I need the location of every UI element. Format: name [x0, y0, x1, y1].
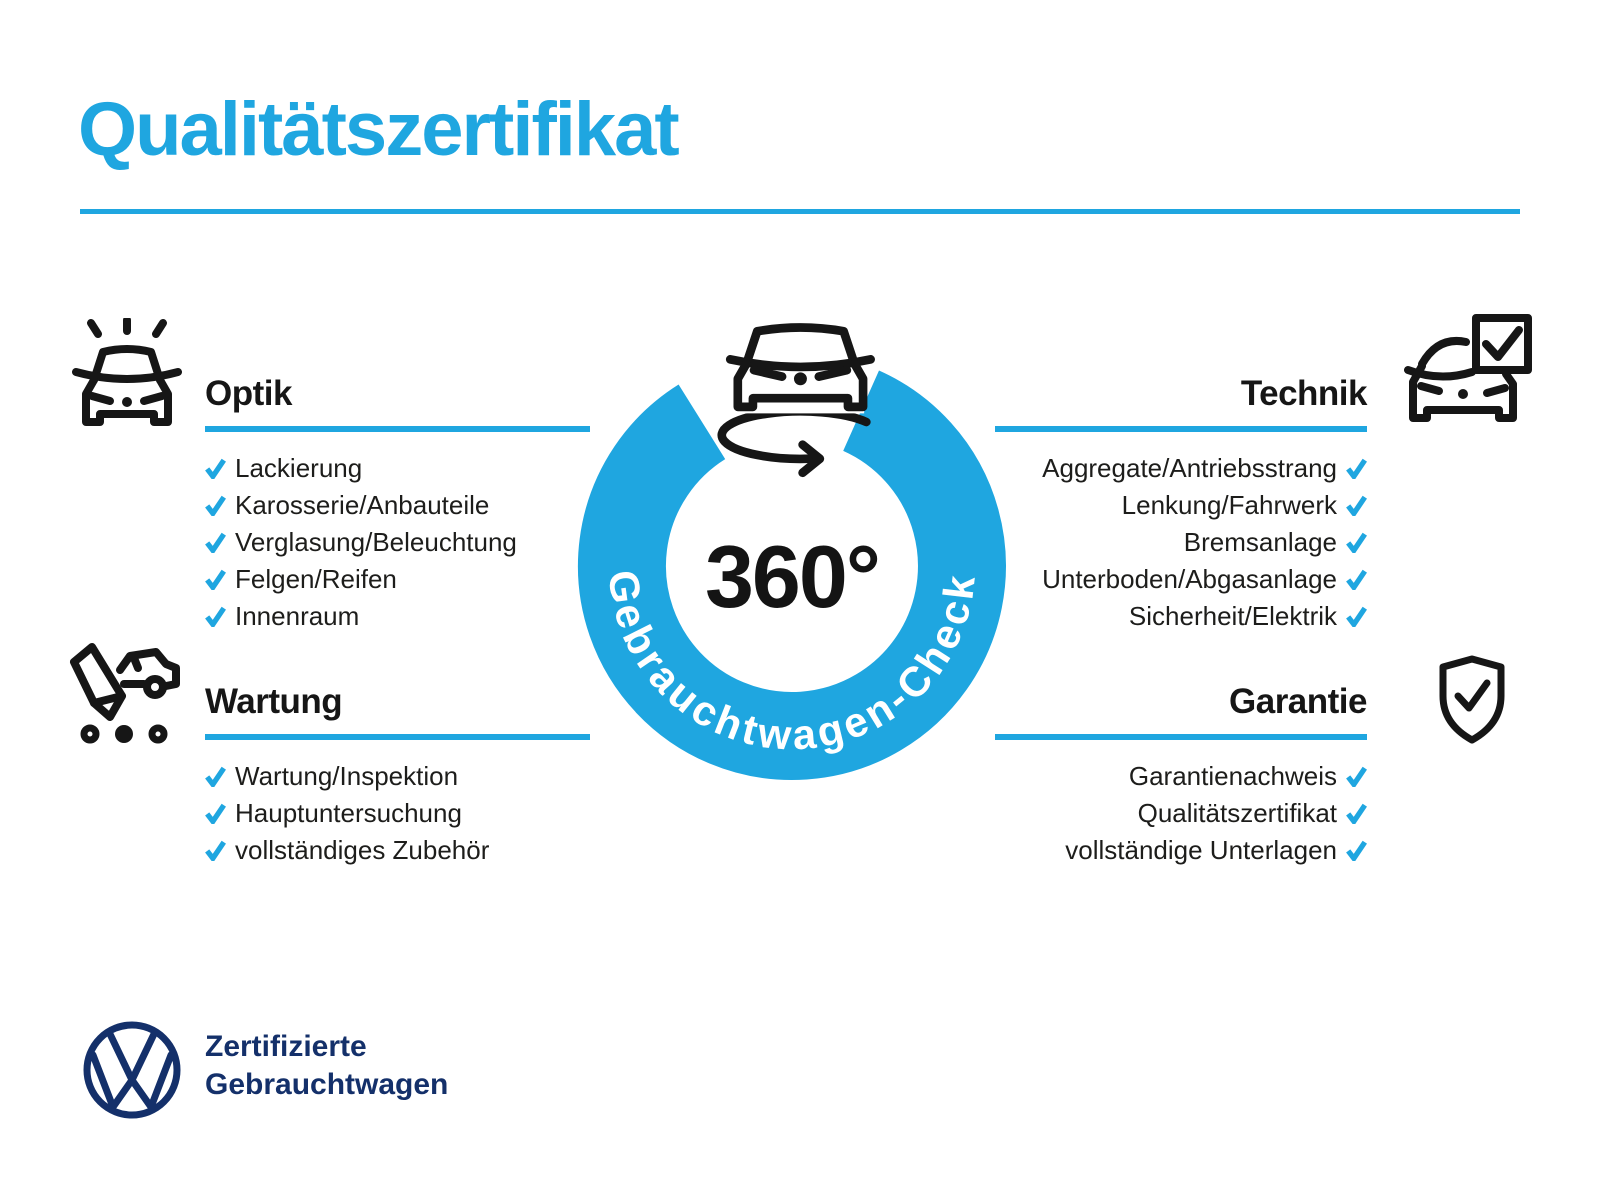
list-item: [900, 598, 1367, 635]
list-item-label: Hauptuntersuchung: [235, 798, 462, 828]
car-rotation-icon: [722, 328, 871, 473]
check-icon: [205, 766, 226, 787]
pencil: [74, 647, 122, 717]
list-item: [900, 758, 1367, 795]
small-car-window: [134, 658, 138, 668]
list-item-label: Lenkung/Fahrwerk: [1121, 490, 1337, 520]
garantie-checklist: [900, 758, 1367, 869]
title-divider: [80, 209, 1520, 214]
section-heading-technik: Technik: [1240, 374, 1367, 413]
pencil-car-icon: [58, 632, 192, 746]
optik-checklist: [205, 450, 517, 635]
car-emblem-dot: [794, 372, 807, 385]
car-emblem-dot: [122, 397, 132, 407]
list-item-label: Garantienachweis: [1128, 761, 1337, 791]
car-headlight-left: [1421, 386, 1439, 391]
list-item-label: Bremsanlage: [1183, 527, 1337, 557]
check-icon: [205, 532, 226, 553]
brand-line-2: Gebrauchtwagen: [205, 1068, 449, 1101]
car-roof: [1422, 341, 1466, 364]
shine-ray-left: [91, 323, 98, 334]
list-item-label: Aggregate/Antriebsstrang: [1042, 453, 1337, 483]
wartung-checklist: [205, 758, 489, 869]
check-icon: [205, 803, 226, 824]
list-item: [205, 524, 517, 561]
car-front-shine-icon: [62, 318, 192, 430]
list-item: [205, 487, 517, 524]
check-icon: [1346, 458, 1367, 479]
car-headlight-right: [1487, 388, 1505, 393]
list-item: [900, 450, 1367, 487]
check-icon: [205, 606, 226, 627]
list-item: [205, 450, 517, 487]
check-icon: [1346, 803, 1367, 824]
dot-outline-right: [152, 728, 164, 740]
list-item-label: Felgen/Reifen: [235, 564, 397, 594]
optik-underline: [205, 426, 590, 432]
shine-ray-right: [156, 323, 163, 334]
car-checkbox-icon: [1400, 314, 1534, 430]
rotation-ellipse: [722, 411, 867, 459]
badge-value: 360°: [704, 527, 880, 626]
badge-ring-label: Gebrauchtwagen-Check: [599, 567, 985, 760]
car-silhouette: [737, 328, 864, 414]
check-icon: [205, 495, 226, 516]
check-icon: [205, 458, 226, 479]
vw-logo-v: [110, 1034, 154, 1080]
check-icon: [1346, 569, 1367, 590]
vw-logo-w: [93, 1055, 171, 1107]
check-icon: [1346, 840, 1367, 861]
list-item-label: Verglasung/Beleuchtung: [235, 527, 517, 557]
list-item-label: Innenraum: [235, 601, 360, 631]
list-item: [900, 561, 1367, 598]
list-item: [205, 795, 489, 832]
list-item-label: Unterboden/Abgasanlage: [1042, 564, 1337, 594]
check-icon: [1346, 606, 1367, 627]
check-icon: [1346, 532, 1367, 553]
rotation-arrowhead: [803, 445, 820, 473]
car-grille-left: [754, 370, 782, 376]
check-icon: [1346, 495, 1367, 516]
list-item-label: vollständiges Zubehör: [235, 835, 490, 865]
list-item: [900, 795, 1367, 832]
list-item: [900, 524, 1367, 561]
small-car-wheel: [147, 679, 163, 695]
check-icon: [1346, 766, 1367, 787]
car-hood-bar: [730, 359, 870, 367]
technik-checklist: [900, 450, 1367, 635]
check-icon: [205, 569, 226, 590]
list-item: [900, 487, 1367, 524]
list-item: [205, 832, 489, 869]
car-headlight-right: [144, 396, 162, 401]
technik-underline: [995, 426, 1367, 432]
shield-check-icon: [1436, 652, 1508, 746]
dot-outline-left: [84, 728, 96, 740]
section-heading-garantie: Garantie: [1229, 682, 1367, 721]
car-cabin: [746, 328, 854, 364]
wartung-underline: [205, 734, 590, 740]
list-item-label: Sicherheit/Elektrik: [1128, 601, 1337, 631]
section-heading-optik: Optik: [205, 374, 292, 413]
list-item-label: Qualitätszertifikat: [1137, 798, 1337, 828]
brand-wordmark: [205, 1028, 448, 1104]
list-item-label: vollständige Unterlagen: [1065, 835, 1337, 865]
list-item-label: Lackierung: [235, 453, 363, 483]
car-grille-right: [819, 370, 847, 376]
list-item-label: Wartung/Inspektion: [235, 761, 459, 791]
car-emblem-dot: [1458, 389, 1468, 399]
dot-filled: [115, 725, 133, 743]
list-item: [900, 832, 1367, 869]
section-heading-wartung: Wartung: [205, 682, 343, 721]
page-title: Qualitätszertifikat: [78, 87, 678, 172]
shield-check: [1458, 683, 1487, 708]
list-item: [205, 598, 517, 635]
list-item: [205, 561, 517, 598]
list-item: [205, 758, 489, 795]
brand-line-1: Zertifizierte: [205, 1030, 367, 1063]
vw-logo: [80, 1018, 184, 1122]
car-body: [738, 364, 863, 407]
list-item-label: Karosserie/Anbauteile: [235, 490, 490, 520]
car-headlight-left: [92, 396, 110, 401]
check-icon: [205, 840, 226, 861]
garantie-underline: [995, 734, 1367, 740]
